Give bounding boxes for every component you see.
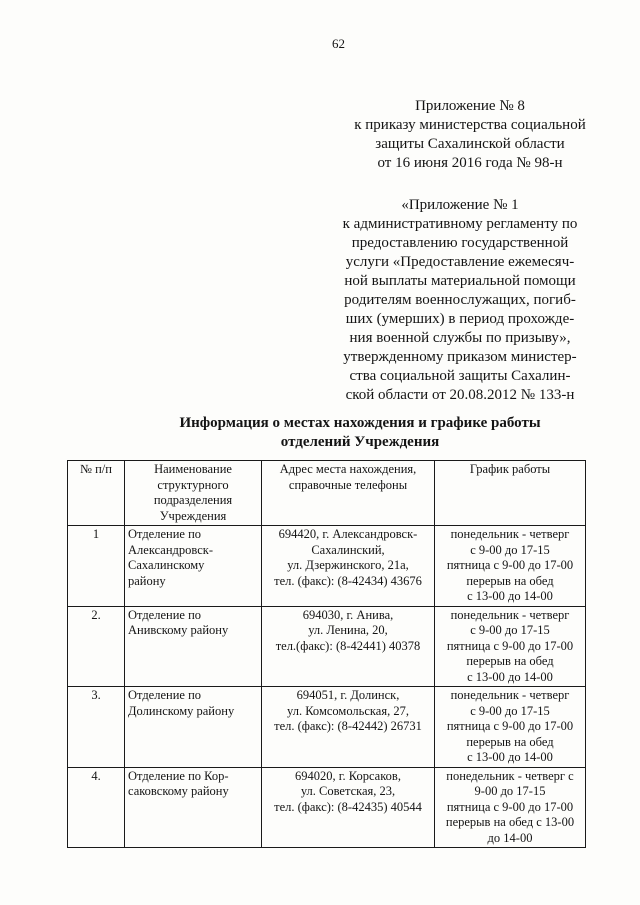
table-row — [68, 526, 586, 607]
table-row — [68, 687, 586, 768]
header-schedule: График работы — [435, 461, 586, 526]
title-line: Информация о местах нахождения и графике работы — [179, 415, 541, 431]
appendix-1-line: «Приложение № 1 — [401, 197, 519, 213]
appendix-1-line: к административному регламенту по — [342, 216, 578, 232]
appendix-1-line: родителям военнослужащих, погиб- — [344, 292, 576, 308]
page-number: 62 — [332, 36, 345, 51]
header-address: Адрес места нахождения, справочные телефоны — [262, 461, 435, 526]
header-num: № п/п — [68, 461, 125, 526]
appendix-8-line: к приказу министерства социальной — [354, 117, 586, 133]
row-name: Отделение по Анивскому району — [125, 606, 262, 687]
appendix-1-line: утвержденному приказом министер- — [343, 349, 577, 365]
row-schedule: понедельник - четверг с 9-00 до 17-15 пятница с 9-00 до 17-00 перерыв на обед с 13-00 до 14-00 — [435, 767, 586, 848]
row-name: Отделение по Александровск- Сахалинскому району — [125, 526, 262, 607]
appendix-1-line: ших (умерших) в период прохожде- — [345, 311, 575, 327]
row-num: 4. — [68, 767, 125, 848]
appendix-8-line: от 16 июня 2016 года № 98-н — [377, 155, 563, 171]
table-row — [68, 767, 586, 848]
row-address: 694420, г. Александровск- Сахалинский, ул. Дзержинского, 21а, тел. (факс): (8-42434) 43676 — [262, 526, 435, 607]
row-num: 2. — [68, 606, 125, 687]
header-name: Наименование структурного подразделения Учреждения — [125, 461, 262, 526]
row-address: 694051, г. Долинск, ул. Комсомольская, 27, тел. (факс): (8-42442) 26731 — [262, 687, 435, 768]
table-row — [68, 606, 586, 687]
document-title — [150, 414, 570, 452]
appendix-8-line: защиты Сахалинской области — [375, 136, 565, 152]
row-schedule: понедельник - четверг с 9-00 до 17-15 пятница с 9-00 до 17-00 перерыв на обед с 13-00 до 14-00 — [435, 687, 586, 768]
row-schedule: понедельник - четверг с 9-00 до 17-15 пятница с 9-00 до 17-00 перерыв на обед с 13-00 до 14-00 — [435, 606, 586, 687]
row-num: 3. — [68, 687, 125, 768]
appendix-8-line: Приложение № 8 — [415, 98, 525, 114]
appendix-1-line: ной выплаты материальной помощи — [344, 273, 576, 289]
appendix-1-block — [325, 196, 595, 405]
appendix-8-block — [330, 97, 610, 173]
appendix-1-line: ния военной службы по призыву», — [349, 330, 571, 346]
appendix-1-line: ской области от 20.08.2012 № 133-н — [345, 387, 575, 403]
row-name: Отделение по Долинскому району — [125, 687, 262, 768]
row-address: 694020, г. Корсаков, ул. Советская, 23, тел. (факс): (8-42435) 40544 — [262, 767, 435, 848]
row-num: 1 — [68, 526, 125, 607]
row-address: 694030, г. Анива, ул. Ленина, 20, тел.(факс): (8-42441) 40378 — [262, 606, 435, 687]
row-schedule: понедельник - четверг с 9-00 до 17-15 пятница с 9-00 до 17-00 перерыв на обед с 13-00 до 14-00 — [435, 526, 586, 607]
row-name: Отделение по Кор- саковскому району — [125, 767, 262, 848]
appendix-1-line: предоставлению государственной — [351, 235, 569, 251]
offices-table — [67, 460, 586, 848]
appendix-1-line: ства социальной защиты Сахалин- — [349, 368, 571, 384]
title-line: отделений Учреждения — [280, 434, 440, 450]
table-header-row — [68, 461, 586, 526]
appendix-1-line: услуги «Предоставление ежемесяч- — [345, 254, 575, 270]
